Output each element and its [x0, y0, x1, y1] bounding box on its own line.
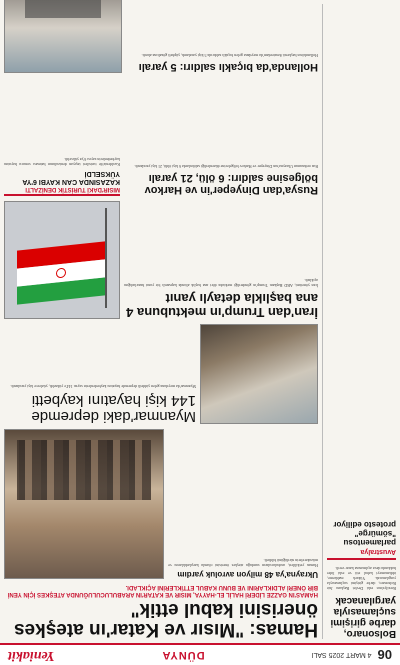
iran-headline: İran'dan Trump'ın mektubuna 4 ana başlıkla detaylı yanıt — [126, 291, 318, 320]
australia-box — [327, 520, 396, 560]
holland-story — [4, 0, 318, 73]
page-number: 06 — [377, 647, 392, 663]
hamas-subheading: HAMAS'IN GAZZE LİDERİ HALİL EL-HAYYA, MISIR VE KATAR'IN ARABULUCULUĞUNDA ATEŞKES İÇİN YENİ BİR ÖNERİ ALDIKLARINI VE BUNU KABUL ETTİKLERİNİ AÇIKLADI. — [7, 584, 318, 597]
section-title: DÜNYA — [161, 649, 205, 661]
holland-headline: Hollanda'da bıçaklı saldırı: 5 yaralı — [138, 61, 318, 73]
russia-headline: Rusya'dan Dinyeper'in ve Harkov bölgesine saldırı: 6 ölü, 21 yaralı — [144, 172, 318, 196]
main-area — [4, 4, 318, 639]
gaza-crowd-photo — [4, 429, 164, 579]
myanmar-story — [4, 324, 318, 424]
submarine-aside — [4, 78, 120, 196]
submarine-headline: KAZASINDA CAN KAYBI 6'YA YÜKSELDİ — [22, 170, 120, 185]
russia-story — [4, 78, 318, 196]
iran-flag-photo — [4, 201, 120, 319]
bolsonaro-body: Brezilya'nın eski Devlet Başkanı Jair Bolsonaro, darbe girişimi suçlamasıyla yargılanacak. Yüksek mahkeme, iddianameyi kabul etti ve eski lider hakkında dava açılmasına karar verdi. — [327, 566, 396, 591]
hamas-headline: Hamas: "Mısır ve Katar'ın ateşkes önerisini kabul ettik" — [14, 599, 318, 640]
myanmar-headline: Myanmar'daki depremde 144 kişi hayatını kaybetti — [31, 392, 196, 425]
masthead — [0, 643, 400, 665]
holland-body: Hollanda'nın başkenti Amsterdam'da meydana gelen bıçaklı saldırıda 5 kişi yaralandı, şüpheli gözaltına alındı. — [141, 53, 318, 58]
holland-photo — [4, 0, 122, 73]
submarine-body: Kızıldeniz'de turistleri taşıyan denizaltının batması sonucu hayatını kaybedenlerin sayısı 6'ya yükseldi. — [4, 157, 120, 167]
australia-kicker: Avustralya — [360, 548, 396, 555]
logo: Yeniakit — [8, 648, 55, 663]
russia-body: Rus ordusunun Ukrayna'nın Dinyeper ve Harkov bölgelerine düzenlediği saldırılarda 6 kişi öldü, 21 kişi yaralandı. — [134, 164, 318, 169]
hamas-body: Hamas yetkilileri, arabulucuların sunduğu ateşkes önerisini olumlu karşıladıklarını ve müzakerelerin sürdüğünü bildirdi. — [168, 558, 318, 568]
australia-headline: parlamentosu "sömürge" protesto ediliyor — [333, 520, 396, 547]
myanmar-body: Myanmar'da meydana gelen şiddetli depremde hayatını kaybedenlerin sayısı 144'e yükseldi, yüzlerce kişi yaralandı. — [10, 384, 196, 389]
bolsonaro-headline: Bolsonaro, darbe girişimi suçlamasıyla yargılanacak — [330, 595, 396, 639]
iran-body: İran yönetimi, ABD Başkanı Trump'ın gönderdiği mektuba dört ana başlık altında kapsamlı bir yanıt hazırladığını açıkladı. — [124, 278, 318, 288]
left-column — [322, 4, 396, 639]
hamas-row — [4, 429, 318, 579]
submarine-kicker: MISIR'DAKİ TURİSTİK DENİZALTI — [25, 186, 120, 192]
issue-date: 4 MART 2025 SALI — [311, 651, 372, 659]
myanmar-photo — [200, 324, 318, 424]
ukraine-headline: Ukrayna'ya 48 milyon avroluk yardım — [177, 570, 318, 579]
iran-story — [4, 201, 318, 319]
